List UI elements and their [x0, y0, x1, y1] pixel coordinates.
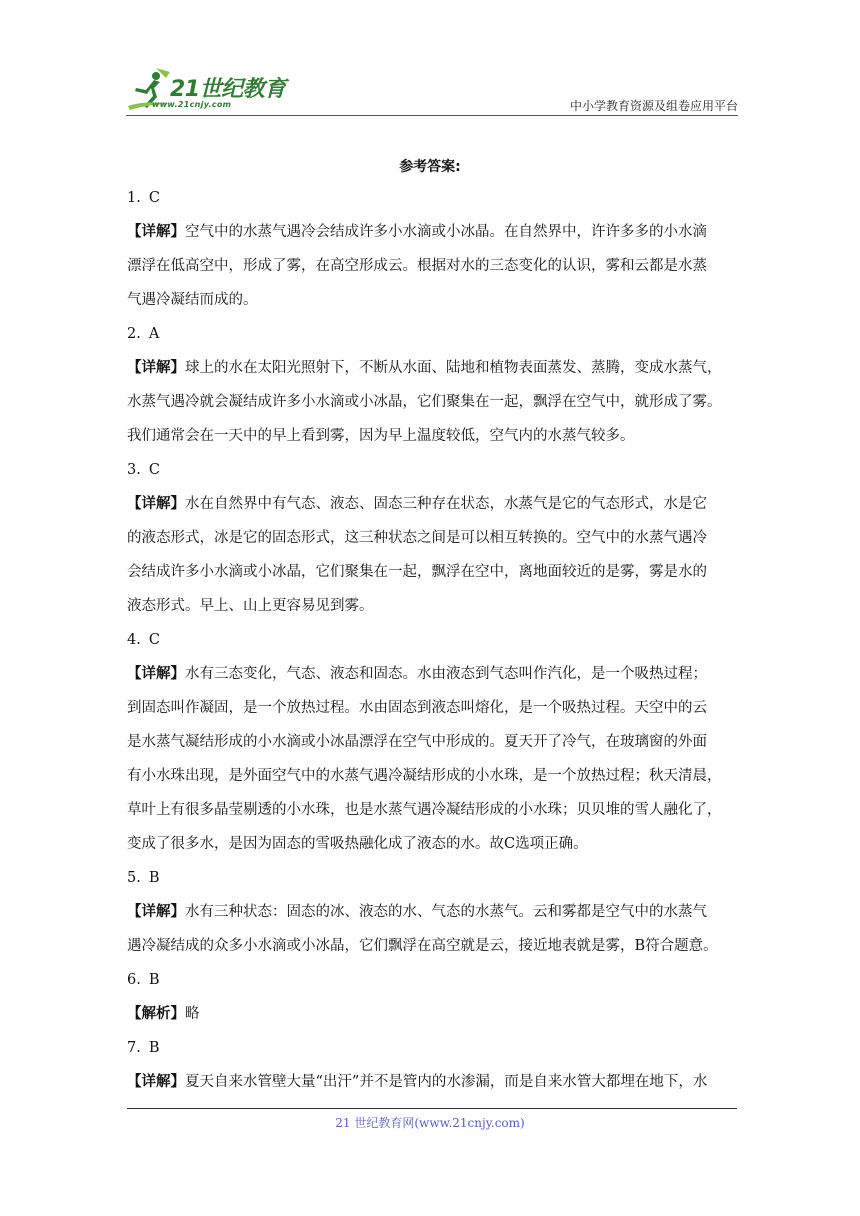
answer-letter: C	[148, 190, 160, 206]
answer-letter: A	[148, 326, 160, 342]
explanation-text: 变成了很多水，是因为固态的雪吸热融化成了液态的水。故C选项正确。	[127, 836, 588, 852]
question-number: 1.	[127, 190, 141, 206]
explanation-tag: 【解析】	[127, 1005, 185, 1022]
question-number: 5.	[127, 870, 141, 886]
question-number: 3.	[127, 462, 141, 478]
explanation-line	[127, 1065, 737, 1099]
explanation-text: 夏天自来水管壁大量“出汗”并不是管内的水渗漏，而是自来水管大都埋在地下，水	[185, 1074, 708, 1090]
explanation-line	[127, 215, 737, 249]
explanation-text: 是水蒸气凝结形成的小水滴或小冰晶漂浮在空气中形成的。夏天开了冷气，在玻璃窗的外面	[127, 734, 707, 750]
explanation-tag: 【详解】	[127, 495, 185, 512]
explanation-text: 略	[185, 1006, 200, 1022]
explanation-text: 气遇冷凝结而成的。	[127, 292, 258, 308]
explanation-line	[127, 487, 737, 521]
explanation-line	[127, 691, 737, 725]
logo-text: 21世纪教育	[170, 77, 286, 102]
answer-line	[127, 453, 737, 487]
explanation-text: 会结成许多小水滴或小冰晶，它们聚集在一起，飘浮在空中，离地面较近的是雾，雾是水的	[127, 564, 707, 580]
explanation-line	[127, 759, 737, 793]
answer-line	[127, 181, 737, 215]
answer-letter: B	[148, 1040, 160, 1056]
answer-line	[127, 963, 737, 997]
explanation-line	[127, 589, 737, 623]
explanation-line	[127, 521, 737, 555]
explanation-line	[127, 929, 737, 963]
answer-line	[127, 623, 737, 657]
explanation-text: 有小水珠出现，是外面空气中的水蒸气遇冷凝结形成的小水珠，是一个放热过程；秋天清晨，	[127, 768, 722, 784]
explanation-line	[127, 657, 737, 691]
explanation-line	[127, 385, 737, 419]
explanation-line	[127, 725, 737, 759]
explanation-text: 水有三态变化，气态、液态和固态。水由液态到气态叫作汽化，是一个吸热过程；	[185, 666, 707, 682]
answer-letter: C	[148, 632, 160, 648]
explanation-line	[127, 249, 737, 283]
question-number: 6.	[127, 972, 141, 988]
explanation-tag: 【详解】	[127, 665, 185, 682]
explanation-line	[127, 283, 737, 317]
answer-list	[127, 181, 737, 1099]
explanation-text: 遇冷凝结成的众多小水滴或小冰晶，它们飘浮在高空就是云，接近地表就是雾，B符合题意。	[127, 938, 718, 954]
explanation-line	[127, 827, 737, 861]
answer-letter: B	[148, 972, 160, 988]
answer-line	[127, 1031, 737, 1065]
question-number: 2.	[127, 326, 141, 342]
answer-letter: B	[148, 870, 160, 886]
explanation-line	[127, 419, 737, 453]
answer-letter: C	[148, 462, 160, 478]
explanation-line	[127, 793, 737, 827]
explanation-tag: 【详解】	[127, 359, 185, 376]
header-divider	[126, 115, 738, 116]
explanation-text: 水在自然界中有气态、液态、固态三种存在状态，水蒸气是它的气态形式，水是它	[185, 496, 707, 512]
question-number: 4.	[127, 632, 141, 648]
page-header	[126, 64, 738, 116]
footer-divider	[127, 1108, 737, 1109]
explanation-text: 水蒸气遇冷就会凝结成许多小水滴或小冰晶，它们聚集在一起，飘浮在空气中，就形成了雾。	[127, 394, 722, 410]
explanation-text: 球上的水在太阳光照射下，不断从水面、陆地和植物表面蒸发、蒸腾，变成水蒸气，	[185, 360, 722, 376]
explanation-text: 到固态叫作凝固，是一个放热过程。水由固态到液态叫熔化，是一个吸热过程。天空中的云	[127, 700, 707, 716]
answer-line	[127, 861, 737, 895]
explanation-tag: 【详解】	[127, 903, 185, 920]
explanation-text: 漂浮在低高空中，形成了雾，在高空形成云。根据对水的三态变化的认识，雾和云都是水蒸	[127, 258, 707, 274]
explanation-text: 草叶上有很多晶莹剔透的小水珠，也是水蒸气遇冷凝结形成的小水珠；贝贝堆的雪人融化了，	[127, 802, 722, 818]
explanation-line	[127, 895, 737, 929]
logo	[126, 64, 296, 114]
explanation-text: 的液态形式，冰是它的固态形式，这三种状态之间是可以相互转换的。空气中的水蒸气遇冷	[127, 530, 707, 546]
explanation-tag: 【详解】	[127, 1073, 185, 1090]
logo-url: www.21cnjy.com	[152, 100, 232, 109]
explanation-text: 空气中的水蒸气遇冷会结成许多小水滴或小冰晶。在自然界中，许许多多的小水滴	[185, 224, 707, 240]
explanation-text: 水有三种状态：固态的冰、液态的水、气态的水蒸气。云和雾都是空气中的水蒸气	[185, 904, 707, 920]
explanation-line	[127, 351, 737, 385]
explanation-tag: 【详解】	[127, 223, 185, 240]
answer-line	[127, 317, 737, 351]
footer-text: 21 世纪教育网(www.21cnjy.com)	[335, 1116, 525, 1130]
question-number: 7.	[127, 1040, 141, 1056]
platform-label: 中小学教育资源及组卷应用平台	[569, 99, 738, 113]
page-title: 参考答案:	[399, 159, 461, 175]
explanation-line	[127, 997, 737, 1031]
explanation-text: 液态形式。早上、山上更容易见到雾。	[127, 598, 374, 614]
explanation-line	[127, 555, 737, 589]
explanation-text: 我们通常会在一天中的早上看到雾，因为早上温度较低，空气内的水蒸气较多。	[127, 428, 635, 444]
